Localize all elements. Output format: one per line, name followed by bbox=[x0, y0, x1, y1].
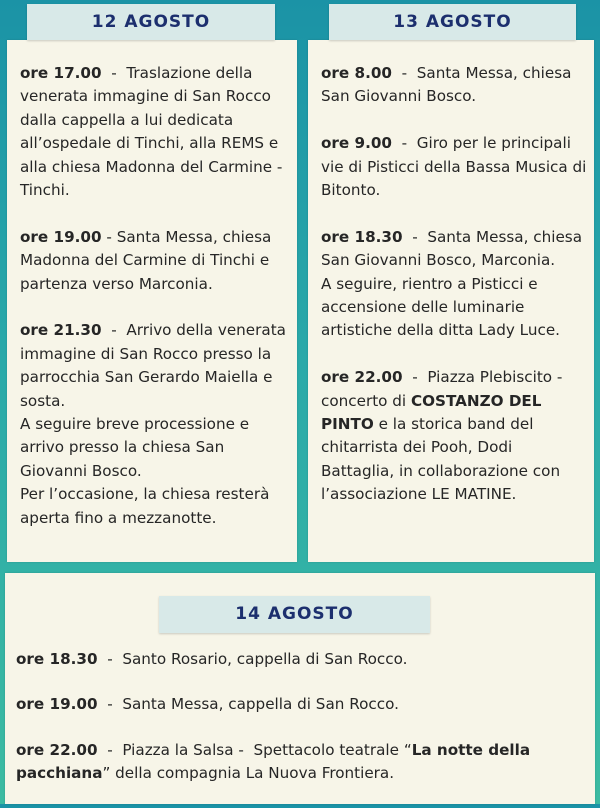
day-13-title: 13 AGOSTO bbox=[393, 12, 512, 32]
event-text-extra: Per l’occasione, la chiesa resterà aperta fino a mezzanotte. bbox=[20, 485, 270, 527]
show-title: La notte della bbox=[411, 740, 531, 759]
event-14-1900: ore 19.00 - Santa Messa, cappella di San Rocco. bbox=[16, 695, 399, 714]
event-text: Giro per le principali vie di Pisticci della Bassa Musica di Bitonto. bbox=[321, 134, 587, 200]
event-time: ore 19.00 bbox=[16, 695, 98, 714]
event-time: ore 22.00 bbox=[321, 368, 403, 387]
event-13-2200: ore 22.00 - Piazza Plebiscito - concerto di COSTANZO DEL PINTO e la storica band del chitarrista dei Pooh, Dodi Battaglia, in collaborazione con l’associazione LE MATINE. bbox=[321, 368, 563, 504]
event-13-0900: ore 9.00 - Giro per le principali vie di Pisticci della Bassa Musica di Bitonto. bbox=[321, 134, 587, 200]
day-14-title: 14 AGOSTO bbox=[235, 604, 354, 624]
performer-name: COSTANZO DEL PINTO bbox=[321, 391, 542, 434]
day-12-header bbox=[27, 4, 275, 40]
event-text: Arrivo della venerata immagine di San Rocco presso la parrocchia San Gerardo Maiella e sosta. bbox=[20, 321, 286, 410]
event-text-extra: A seguire, rientro a Pisticci e accensione delle luminarie artistiche della ditta Lady Luce. bbox=[321, 274, 560, 340]
event-12-2130: ore 21.30 - Arrivo della venerata immagine di San Rocco presso la parrocchia San Gerardo Maiella e sosta. A seguire breve processione e arrivo presso la chiesa San Giovanni Bosco. Per l’occasione, la chiesa resterà aperta fino a mezzanotte. bbox=[20, 321, 286, 527]
event-text: Santa Messa, chiesa San Giovanni Bosco, Marconia. bbox=[321, 227, 583, 270]
event-14-1830: ore 18.30 - Santo Rosario, cappella di San Rocco. bbox=[16, 650, 408, 668]
event-text: Santa Messa, chiesa San Giovanni Bosco. bbox=[321, 64, 572, 106]
day-13-header bbox=[329, 4, 576, 40]
event-time: ore 22.00 bbox=[16, 740, 98, 759]
event-time: ore 19.00 bbox=[20, 227, 102, 246]
day-12-events bbox=[20, 62, 288, 530]
day-14-header bbox=[159, 596, 430, 633]
event-text: Traslazione della venerata immagine di San Rocco dalla cappella a lui dedicata all’ospedale di Tinchi, alla REMS e alla chiesa Madonna del Carmine - Tinchi. bbox=[20, 64, 283, 200]
event-time: ore 8.00 bbox=[321, 64, 392, 82]
event-text-extra: A seguire breve processione e arrivo presso la chiesa San Giovanni Bosco. bbox=[20, 415, 250, 480]
event-time: ore 18.30 bbox=[321, 227, 403, 246]
event-13-0800: ore 8.00 - Santa Messa, chiesa San Giovanni Bosco. bbox=[321, 64, 572, 106]
event-time: ore 18.30 bbox=[16, 650, 98, 668]
event-time: ore 17.00 bbox=[20, 64, 102, 82]
event-time: ore 9.00 bbox=[321, 134, 392, 153]
event-text: Santa Messa, cappella di San Rocco. bbox=[122, 695, 399, 714]
day-13-events bbox=[321, 62, 587, 507]
event-13-1830: ore 18.30 - Santa Messa, chiesa San Giovanni Bosco, Marconia. A seguire, rientro a Pisticci e accensione delle luminarie artistiche della ditta Lady Luce. bbox=[321, 227, 583, 340]
event-text: e la storica band del chitarrista dei Pooh, Dodi Battaglia, in collaborazione con l’associazione LE MATINE. bbox=[321, 415, 561, 504]
event-time: ore 21.30 bbox=[20, 321, 102, 340]
event-text: Piazza Plebiscito - concerto di bbox=[321, 368, 563, 410]
event-text: Piazza la Salsa - Spettacolo teatrale “ bbox=[122, 740, 412, 759]
day-14-events bbox=[16, 648, 586, 808]
event-text: Santa Messa, chiesa Madonna del Carmine di Tinchi e partenza verso Marconia. bbox=[20, 227, 272, 293]
event-text: ” della compagnia La Nuova Frontiera. bbox=[102, 764, 395, 783]
event-14-2200: ore 22.00 - Piazza la Salsa - Spettacolo teatrale “La notte della pacchiana” della compagnia La Nuova Frontiera. bbox=[16, 740, 531, 783]
event-text: Santo Rosario, cappella di San Rocco. bbox=[122, 650, 408, 668]
event-12-1700: ore 17.00 - Traslazione della venerata immagine di San Rocco dalla cappella a lui dedicata all’ospedale di Tinchi, alla REMS e alla chiesa Madonna del Carmine - Tinchi. bbox=[20, 64, 283, 200]
event-12-1900: ore 19.00 - Santa Messa, chiesa Madonna del Carmine di Tinchi e partenza verso Marconia. bbox=[20, 227, 272, 293]
day-12-title: 12 AGOSTO bbox=[91, 12, 211, 32]
show-title-cont: pacchiana bbox=[16, 764, 103, 783]
